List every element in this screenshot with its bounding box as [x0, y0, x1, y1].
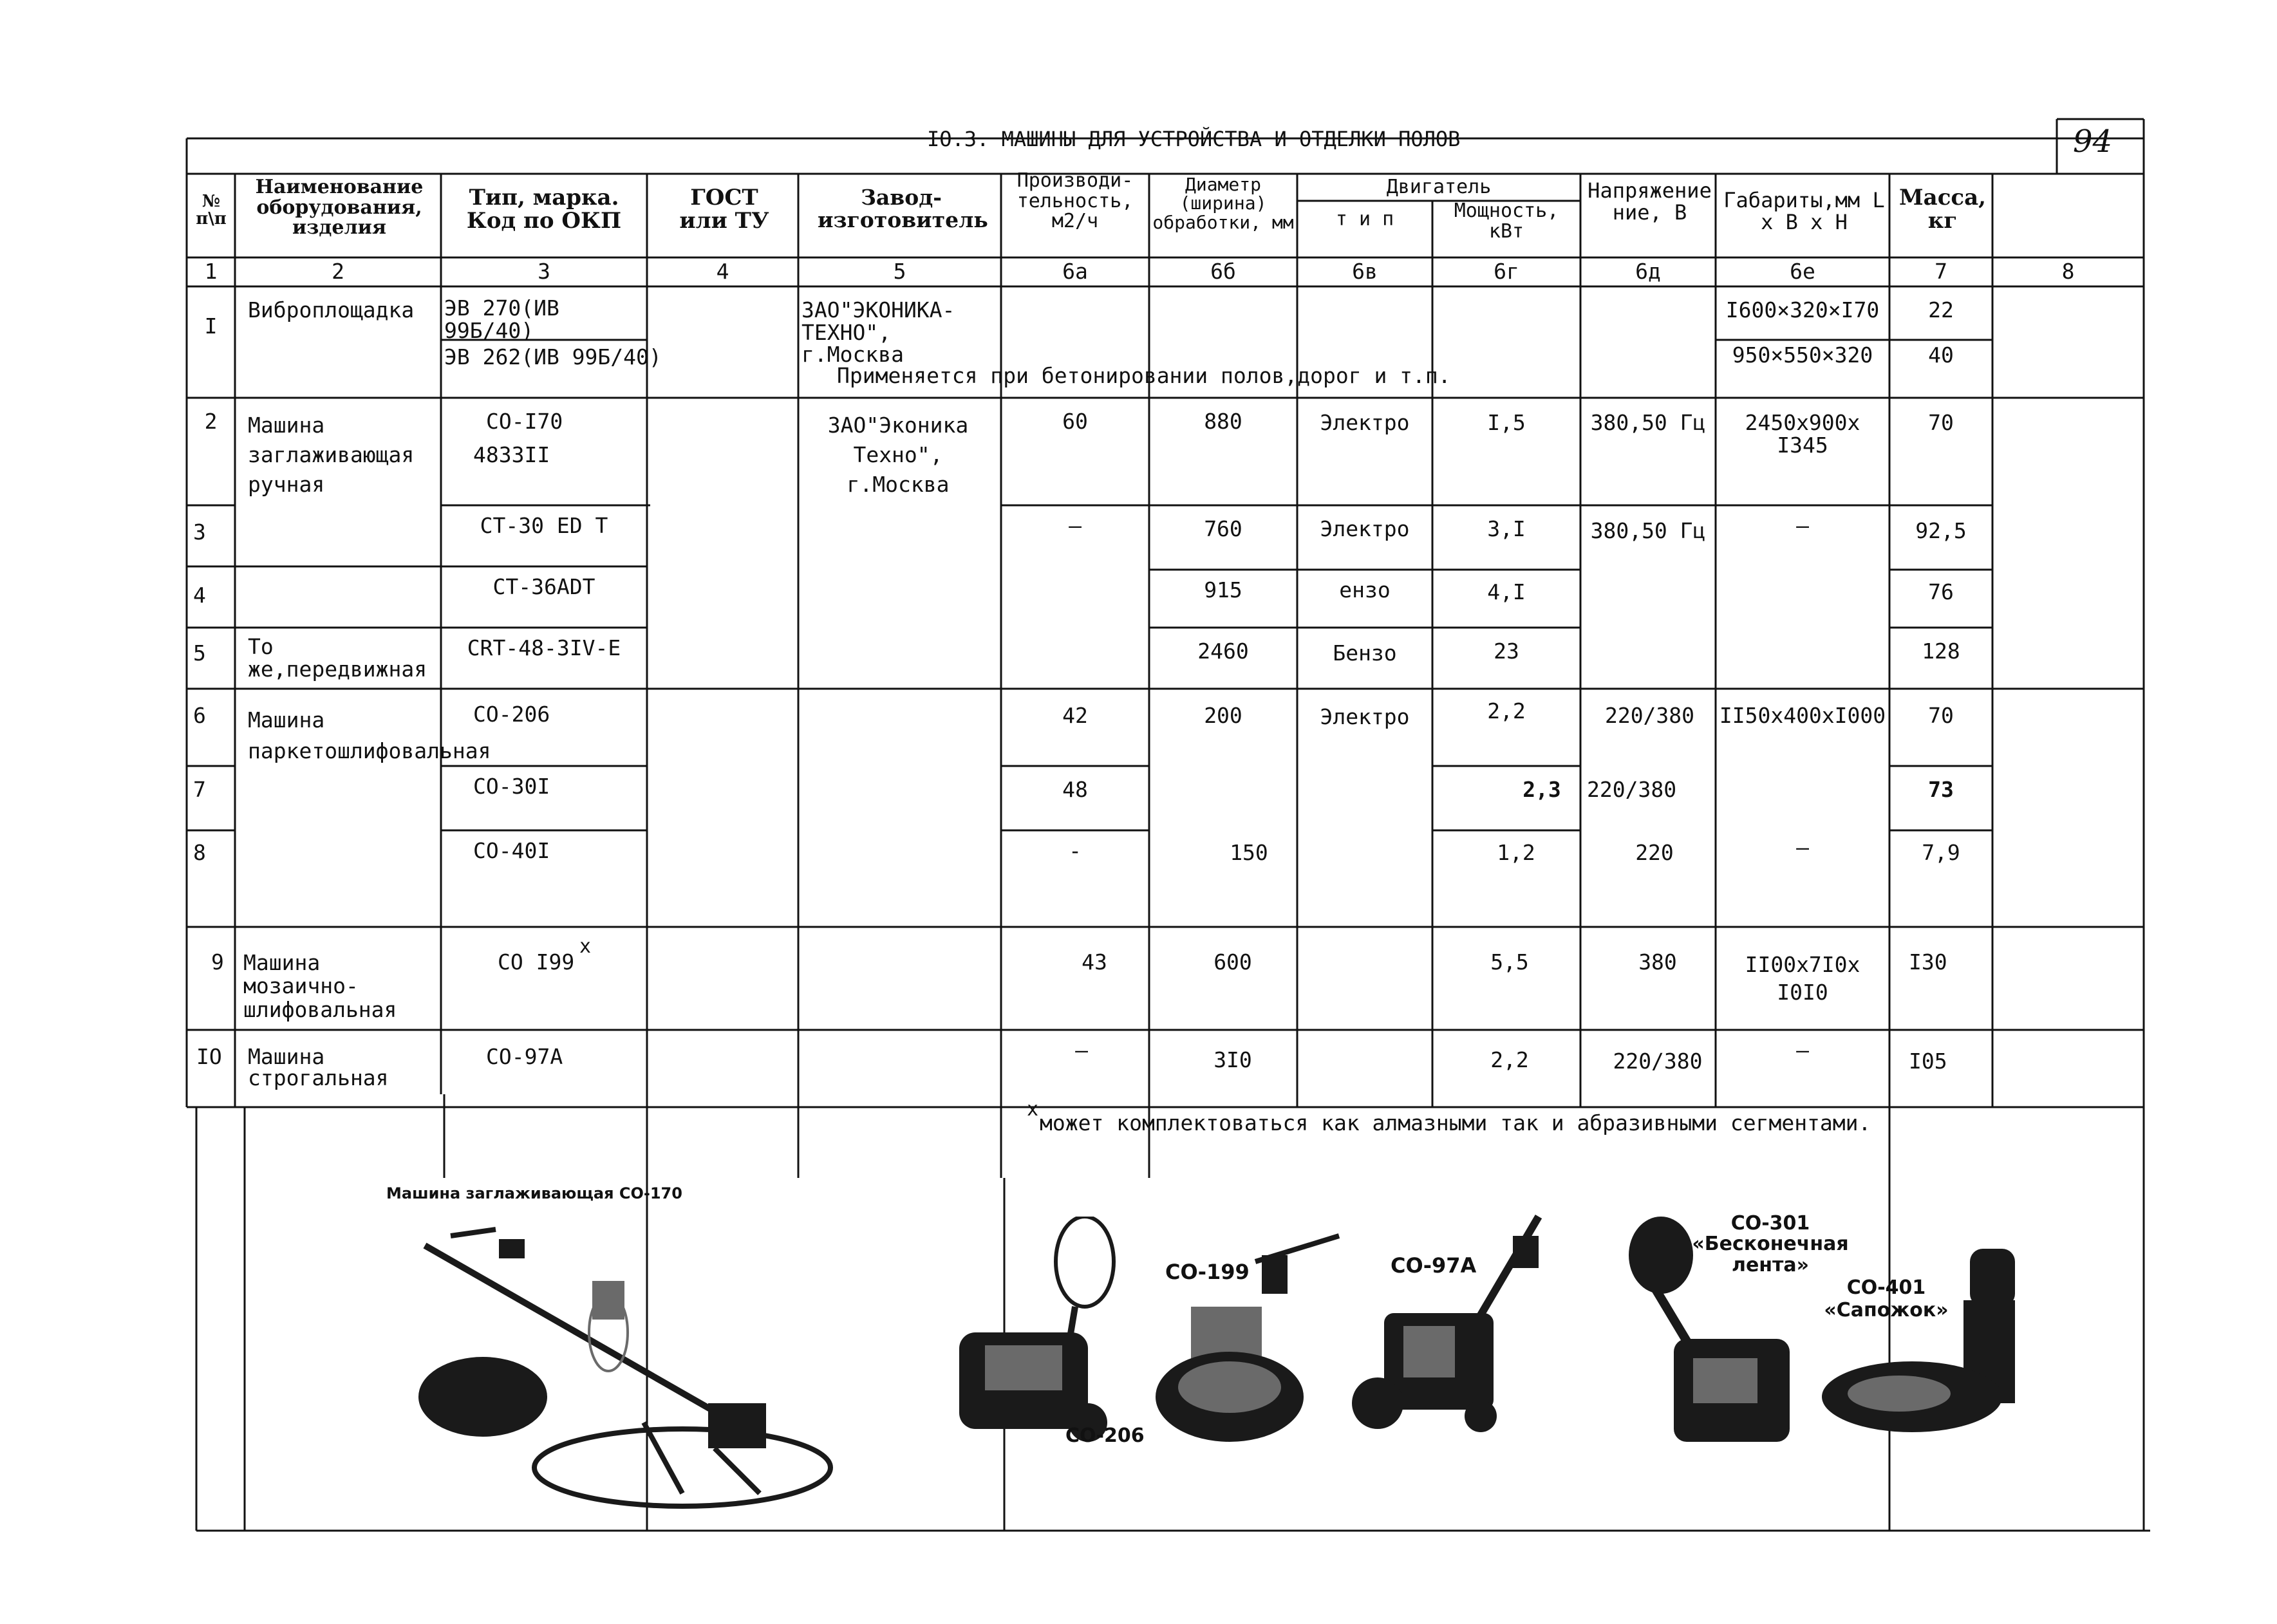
row-number: 5	[193, 640, 206, 666]
edge-sander-co401-image	[1815, 1236, 2034, 1448]
row-dimensions: 950×550×320	[1732, 342, 1873, 368]
row-type: СТ-36ADT	[492, 574, 595, 599]
header-engine-type: т и п	[1335, 208, 1394, 230]
row-engine-type: Электро	[1320, 704, 1410, 729]
row-engine-power: 2,2	[1490, 1047, 1529, 1072]
row-engine-power: I,5	[1487, 410, 1526, 435]
row-productivity: 48	[1062, 777, 1088, 802]
row-mass: 128	[1922, 639, 1960, 664]
header-mass: Масса, кг	[1899, 185, 1986, 234]
row-productivity: —	[1069, 513, 1082, 538]
row-productivity: —	[1075, 1038, 1088, 1063]
row-mass: I05	[1909, 1049, 1947, 1074]
row-mass: 70	[1928, 703, 1954, 728]
header-maker: Завод-изготовитель	[818, 185, 988, 232]
page-number: 94	[2073, 124, 2113, 160]
row-mass: 7,9	[1922, 840, 1960, 865]
row-diameter: 150	[1230, 840, 1268, 865]
row-dimensions: II00x7I0x I0I0	[1745, 952, 1860, 1005]
row-mass: 70	[1928, 410, 1954, 435]
row-type: ЭВ 270(ИВ 99Б/40)	[444, 295, 559, 343]
row-voltage: 220	[1635, 840, 1674, 865]
colnum: 7	[1935, 259, 1947, 284]
row-note: Применяется при бетонировании полов,дорог и т.п.	[837, 363, 1451, 388]
row-name: Машина мозаично-шлифовальная	[243, 950, 397, 1022]
photo-label-co97a: СО-97А	[1391, 1253, 1477, 1278]
row-engine-power: 5,5	[1490, 949, 1529, 975]
row-mass: 73	[1928, 777, 1954, 802]
row-number: I	[204, 313, 218, 339]
header-name: Наименование оборудования, изделия	[255, 176, 424, 239]
photo-label-co401-subtitle: «Сапожок»	[1824, 1299, 1949, 1321]
row-voltage: 220/380	[1587, 777, 1677, 802]
row-dimensions: —	[1796, 513, 1809, 538]
row-voltage: 380	[1638, 949, 1677, 975]
row-mass: 40	[1928, 342, 1954, 368]
row-engine-type: Бензо	[1333, 640, 1397, 666]
row-voltage: 220/380	[1604, 703, 1695, 728]
row-engine-power: 2,3	[1523, 777, 1561, 802]
colnum: 1	[204, 259, 218, 284]
colnum: 3	[538, 259, 550, 284]
row-name: Машина строгальная	[248, 1044, 389, 1090]
header-engine: Двигатель	[1386, 176, 1492, 198]
header-num: № п\п	[196, 192, 227, 229]
photo-label-co301-subtitle: лента»	[1731, 1254, 1810, 1276]
row-type: СО-40I	[473, 838, 550, 863]
row-number: 9	[211, 949, 224, 975]
row-maker: ЗАО"Эконика Техно", г.Москва	[827, 413, 969, 498]
row-number: 4	[193, 583, 206, 608]
page-title: IO.3. МАШИНЫ ДЛЯ УСТРОЙСТВА И ОТДЕЛКИ ПОЛОВ	[927, 127, 1461, 151]
colnum: 4	[716, 259, 729, 284]
photo-label-co301: СО-301	[1730, 1212, 1810, 1235]
colnum: 6а	[1062, 259, 1088, 284]
row-engine-power: 1,2	[1497, 840, 1535, 865]
row-maker: ЗАО"ЭКОНИКА-ТЕХНО", г.Москва	[801, 297, 955, 368]
row-diameter: 760	[1204, 516, 1242, 541]
row-productivity: -	[1069, 838, 1082, 863]
row-number: 2	[204, 409, 218, 434]
row-engine-power: 3,I	[1487, 516, 1526, 541]
row-type: CRT-48-3IV-E	[467, 635, 621, 660]
colnum: 5	[893, 259, 906, 284]
photo-label-co401: СО-401	[1846, 1276, 1926, 1299]
row-mass: 22	[1928, 297, 1954, 322]
row-diameter: 2460	[1197, 639, 1249, 664]
row-number: 6	[193, 703, 206, 728]
row-dimensions: II50x400xI000	[1719, 703, 1886, 728]
row-type: СО-I70	[486, 409, 563, 434]
colnum: 6в	[1352, 259, 1378, 284]
row-dimensions: 2450x900x I345	[1745, 410, 1860, 458]
header-type: Тип, марка. Код по ОКП	[466, 185, 622, 234]
row-dimensions: —	[1796, 1038, 1809, 1063]
row-name: Машина заглаживающая ручная	[248, 413, 415, 498]
row-dimensions: I600×320×I70	[1725, 297, 1880, 322]
row-type: СО-206	[473, 702, 550, 727]
colnum: 2	[332, 259, 344, 284]
row-number: 8	[193, 840, 206, 865]
row-voltage: 380,50 Гц	[1590, 410, 1706, 435]
row-engine-power: 4,I	[1487, 579, 1526, 604]
mosaic-grinder-co199-image	[1152, 1223, 1345, 1455]
row-engine-type: Электро	[1320, 410, 1410, 435]
colnum: 6г	[1494, 259, 1519, 284]
footnote-mark: x	[579, 935, 592, 958]
row-name: То же,передвижная	[248, 634, 427, 682]
row-type: СО I99	[498, 949, 575, 975]
header-gost: ГОСТ или ТУ	[679, 185, 769, 234]
row-name: Виброплощадка	[248, 297, 415, 322]
row-code: 4833II	[473, 442, 550, 467]
row-type: СТ-30 ED T	[480, 513, 608, 538]
row-mass: 76	[1928, 579, 1954, 604]
row-type: ЭВ 262(ИВ 99Б/40)	[444, 344, 662, 369]
row-type: СО-97А	[486, 1044, 563, 1069]
header-voltage: Напряжение ние, В	[1588, 178, 1712, 225]
row-diameter: 880	[1204, 409, 1242, 434]
row-number: IO	[196, 1044, 222, 1069]
header-engine-power: Мощность, кВт	[1454, 200, 1559, 243]
row-mass: I30	[1909, 949, 1947, 975]
row-diameter: 3I0	[1213, 1047, 1252, 1072]
trowel-machine-co170-image	[412, 1210, 863, 1513]
row-dimensions: —	[1796, 835, 1809, 860]
row-voltage: 380,50 Гц	[1590, 518, 1706, 543]
row-productivity: 43	[1082, 949, 1107, 975]
footnote-mark: x	[1027, 1098, 1039, 1121]
row-voltage: 220/380	[1613, 1049, 1703, 1074]
footnote-text: может комплектоваться как алмазными так и абразивными сегментами.	[1040, 1110, 1871, 1135]
photo-caption-co170: Машина заглаживающая СО-170	[386, 1184, 682, 1202]
row-name: Машина паркетошлифовальная	[248, 707, 491, 763]
colnum: 6д	[1635, 259, 1661, 284]
row-productivity: 60	[1062, 409, 1088, 434]
row-diameter: 200	[1204, 703, 1242, 728]
row-mass: 92,5	[1915, 518, 1967, 543]
photo-label-co301-subtitle: «Бесконечная	[1692, 1233, 1849, 1255]
header-productivity: Производи-тельность, м2/ч	[1017, 169, 1134, 232]
row-number: 7	[193, 777, 206, 802]
row-engine-type: ензо	[1339, 577, 1391, 602]
colnum: 8	[2061, 259, 2075, 284]
colnum: 6е	[1790, 259, 1815, 284]
planer-machine-co97a-image	[1345, 1210, 1564, 1448]
photo-label-co199: СО-199	[1165, 1260, 1250, 1284]
row-productivity: 42	[1062, 703, 1088, 728]
header-diameter: Диаметр (ширина) обработки, мм	[1152, 174, 1294, 233]
row-number: 3	[193, 519, 206, 545]
row-diameter: 915	[1204, 577, 1242, 602]
header-dimensions: Габариты,мм L x B x H	[1723, 188, 1885, 234]
row-engine-power: 2,2	[1487, 698, 1526, 723]
row-engine-type: Электро	[1320, 516, 1410, 541]
photo-label-co206: СО-206	[1065, 1424, 1145, 1447]
row-engine-power: 23	[1494, 639, 1519, 664]
colnum: 6б	[1210, 259, 1236, 284]
row-type: СО-30I	[473, 774, 550, 799]
row-diameter: 600	[1213, 949, 1252, 975]
